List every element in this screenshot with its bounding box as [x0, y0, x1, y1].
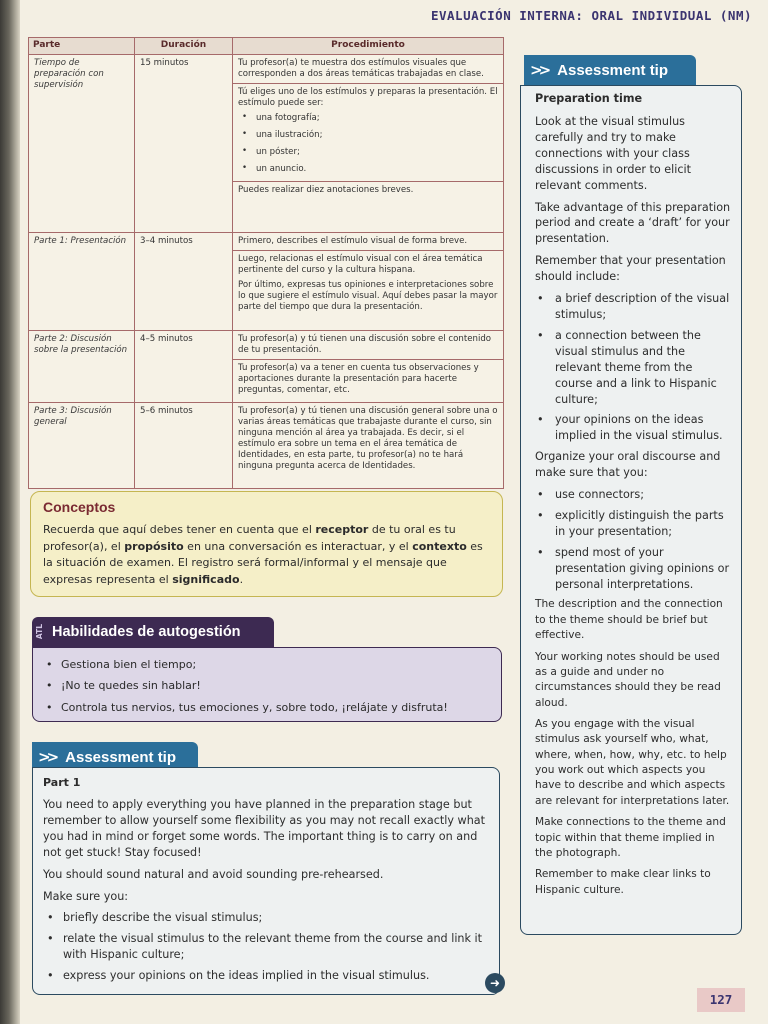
tip-text: Organize your oral discourse and make sure that you: — [535, 450, 721, 480]
procedure-text: Puedes realizar diez anotaciones breves. — [233, 181, 503, 196]
table-row — [29, 402, 504, 488]
procedure-text: Luego, relacionas el estímulo visual con el área temática pertinente del curso y la cultura hispana. — [238, 253, 483, 275]
list-item: • spend most of your presentation giving opinions or personal interpretations. — [535, 545, 733, 593]
tip-text: Make connections to the theme and topic within that theme implied in the photograph. — [535, 816, 726, 859]
assessment-tip-label: Assessment tip — [65, 748, 177, 766]
conceptos-text — [43, 522, 490, 588]
concept-term-significado: significado — [172, 572, 240, 586]
tip-text: You should sound natural and avoid sounding pre-rehearsed. — [43, 867, 384, 881]
conceptos-text-part: . — [239, 572, 244, 586]
procedure-cell — [233, 232, 504, 330]
list-item: • una ilustración; — [238, 130, 498, 141]
list-item: • ¡No te quedes sin hablar! — [45, 675, 489, 696]
procedure-text: Primero, describes el estímulo visual de forma breve. — [233, 236, 503, 251]
tip-list — [43, 910, 489, 984]
table-row — [29, 232, 504, 330]
procedure-cell — [233, 402, 504, 488]
habilidades-title: Habilidades de autogestión — [52, 624, 241, 640]
double-chevron-icon: >> — [530, 61, 548, 79]
tip-text: As you engage with the visual stimulus ask yourself who, what, where, when, how, why, etc. to help you work out which aspects you have to describe and which aspects are relevant for interpretations later. — [535, 717, 730, 807]
column-header-procedure: Procedimiento — [233, 38, 504, 55]
procedure-table — [28, 37, 504, 489]
procedure-text: Tu profesor(a) va a tener en cuenta tus observaciones y aportaciones durante la presentación para hacerte preguntas, comentar, etc. — [238, 362, 479, 395]
conceptos-text-part: Recuerda que aquí debes tener en cuenta que el — [43, 523, 316, 536]
procedure-text: Tu profesor(a) y tú tienen una discusión general sobre una o varias áreas temáticas que trabajaste durante el curso, sin ninguna mención al área ya trabajada. Es decir, si el estímulo era sobre un tema en el área temática de Identidades, en esta parte, tu profesor(a) no te hará ninguna pregunta acerca de Identidades. — [238, 405, 498, 471]
list-item: • un anuncio. — [238, 164, 498, 175]
list-item: • Gestiona bien el tiempo; — [45, 654, 489, 675]
assessment-tip-box — [32, 767, 500, 995]
column-header-part: Parte — [29, 38, 135, 55]
habilidades-box — [32, 647, 502, 722]
table-header-row — [29, 38, 504, 55]
list-item: • your opinions on the ideas implied in the visual stimulus. — [535, 412, 733, 444]
stimulus-list — [238, 113, 498, 175]
concept-term-proposito: propósito — [124, 539, 184, 553]
tip-text: Remember that your presentation should include: — [535, 254, 726, 284]
assessment-tip-label: Assessment tip — [557, 61, 669, 79]
duration-cell: 4–5 minutos — [135, 330, 233, 402]
concept-term-contexto: contexto — [412, 539, 467, 553]
list-item: • Controla tus nervios, tus emociones y, sobre todo, ¡relájate y disfruta! — [45, 697, 489, 718]
tip-subheading: Preparation time — [535, 92, 643, 105]
procedure-text: Tú eliges uno de los estímulos y preparas la presentación. El estímulo puede ser: — [238, 86, 498, 108]
part-cell: Parte 3: Discusión general — [29, 402, 135, 488]
table-row — [29, 330, 504, 402]
page-header: EVALUACIÓN INTERNA: ORAL INDIVIDUAL (NM) — [430, 8, 752, 23]
list-item: • relate the visual stimulus to the relevant theme from the course and link it with Hispanic culture; — [43, 931, 489, 963]
list-item: • un póster; — [238, 147, 498, 158]
conceptos-title: Conceptos — [43, 499, 116, 515]
tip-text: Look at the visual stimulus carefully and try to make connections with your class discussions in order to elicit relevant comments. — [535, 115, 692, 192]
tip-text: Remember to make clear links to Hispanic culture. — [535, 868, 711, 896]
tip-text: The description and the connection to the theme should be brief but effective. — [535, 598, 723, 642]
continue-arrow-icon: ➜ — [485, 973, 505, 993]
double-chevron-icon: >> — [38, 748, 56, 766]
list-item: • a brief description of the visual stimulus; — [535, 291, 733, 323]
book-spine-shadow — [0, 0, 20, 1024]
atl-label: ATL — [35, 624, 44, 640]
duration-cell: 3–4 minutos — [135, 232, 233, 330]
list-item: • express your opinions on the ideas implied in the visual stimulus. — [43, 968, 489, 984]
tip-text: Make sure you: — [43, 889, 129, 903]
conceptos-text-part: es la situación de examen. El registro será formal/informal y el mensaje que expresas representa el — [43, 539, 483, 586]
column-header-duration: Duración — [135, 38, 233, 55]
procedure-text: Tu profesor(a) te muestra dos estímulos visuales que corresponden a dos áreas temáticas trabajadas en clase. — [233, 58, 503, 84]
procedure-text: Tu profesor(a) y tú tienen una discusión sobre el contenido de tu presentación. — [233, 334, 503, 360]
concept-term-receptor: receptor — [315, 523, 369, 536]
duration-cell: 15 minutos — [135, 54, 233, 232]
list-item: • explicitly distinguish the parts in your presentation; — [535, 508, 733, 540]
tip-list — [535, 487, 733, 592]
procedure-text: Por último, expresas tus opiniones e interpretaciones sobre lo que sugiere el estímulo visual. Aquí debes pasar la mayor parte del tiempo que dura la presentación. — [238, 279, 498, 312]
table-row — [29, 54, 504, 232]
part-cell: Tiempo de preparación con supervisión — [29, 54, 135, 232]
list-item: • una fotografía; — [238, 113, 498, 124]
conceptos-box — [30, 491, 503, 597]
tip-text: You need to apply everything you have planned in the preparation stage but remember to allow yourself some flexibility as you may not recall exactly what you had in mind or forget some words. The important thing is to carry on and not get stuck! Stay focused! — [43, 798, 486, 859]
page-number: 127 — [697, 988, 745, 1012]
assessment-tip-header — [524, 55, 696, 85]
habilidades-list — [45, 654, 489, 718]
part-cell: Parte 2: Discusión sobre la presentación — [29, 330, 135, 402]
tip-text: Take advantage of this preparation period and create a ‘draft’ for your presentation. — [535, 200, 731, 246]
habilidades-header — [32, 617, 274, 647]
conceptos-text-part: en una conversación es interactuar, y el — [183, 539, 413, 553]
conceptos-text-part: de tu oral es tu profesor(a), el — [43, 523, 456, 553]
duration-cell: 5–6 minutos — [135, 402, 233, 488]
list-item: • use connectors; — [535, 487, 733, 503]
tip-list — [535, 291, 733, 444]
part-cell: Parte 1: Presentación — [29, 232, 135, 330]
list-item: • briefly describe the visual stimulus; — [43, 910, 489, 926]
tip-text: Your working notes should be used as a guide and under no circumstances should they be read aloud. — [535, 650, 721, 709]
assessment-tip-box — [520, 85, 742, 935]
procedure-cell — [233, 330, 504, 402]
tip-subheading: Part 1 — [43, 776, 81, 789]
list-item: • a connection between the visual stimulus and the relevant theme from the course and a link to Hispanic culture; — [535, 328, 733, 408]
procedure-cell — [233, 54, 504, 232]
